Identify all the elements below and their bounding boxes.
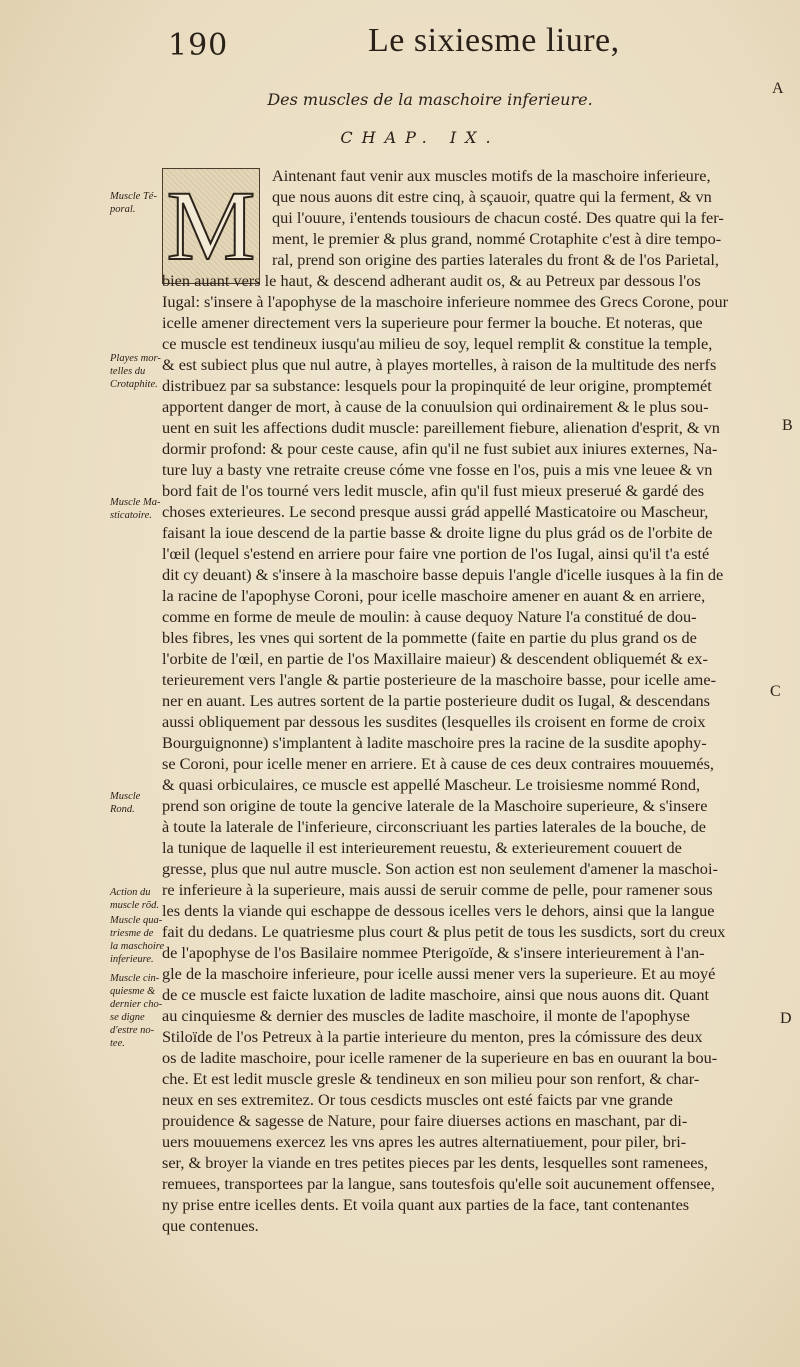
body-line: uent en suit les affections dudit muscle: pareillement fiebure, alienation d'esprit, & vn bbox=[162, 418, 720, 437]
body-line: à toute la laterale de l'inferieure, circonscriuant les parties laterales de la bouche, de bbox=[162, 817, 707, 836]
body-line: la tunique de laquelle il est interieurement reuestu, & exterieurement couuert de bbox=[162, 838, 682, 857]
body-line: terieurement vers l'angle & partie posterieure de la maschoire basse, pour icelle ame- bbox=[162, 670, 716, 689]
margin-note-masticatoire: Muscle Ma- sticatoire. bbox=[110, 497, 161, 521]
body-line: bles fibres, les vnes qui sortent de la pommette (faite en partie du plus grand os de bbox=[162, 628, 697, 647]
body-line: au cinquiesme & dernier des muscles de ladite maschoire, il monte de l'apophyse bbox=[162, 1006, 690, 1025]
margin-note-playes-mortelles: Playes mor- telles du Crotaphite. bbox=[110, 353, 161, 390]
body-line: que nous auons dit estre cinq, à sçauoir, quatre qui la ferment, & vn bbox=[272, 187, 712, 206]
margin-note-action-rond: Action du muscle rõd. bbox=[110, 887, 159, 911]
body-line: ser, & broyer la viande en tres petites pieces par les dents, lesquelles sont ramenees, bbox=[162, 1153, 708, 1172]
body-line: ner en auant. Les autres sortent de la partie posterieure dudit os Iugal, & descendans bbox=[162, 691, 710, 710]
body-line: Aintenant faut venir aux muscles motifs de la maschoire inferieure, bbox=[272, 166, 711, 185]
signature-mark-b: B bbox=[782, 417, 793, 434]
margin-note-quatriesme: Muscle qua- triesme de la maschoire inferieure. bbox=[110, 915, 165, 965]
body-line: gle de la maschoire inferieure, pour icelle aussi mener vers la superieure. Et au moyé bbox=[162, 964, 716, 983]
signature-mark-d: D bbox=[780, 1010, 792, 1027]
body-line: dormir profond: & pour ceste cause, afin qu'il ne fust subiet aux iniures externes, Na- bbox=[162, 439, 718, 458]
margin-note-cinquiesme: Muscle cin- quiesme & dernier cho- se digne d'estre no- tee. bbox=[110, 973, 163, 1049]
body-line: ment, le premier & plus grand, nommé Crotaphite c'est à dire tempo- bbox=[272, 229, 722, 248]
initial-letter: M bbox=[166, 170, 256, 281]
body-line: gresse, plus que nul autre muscle. Son action est non seulement d'amener la maschoi- bbox=[162, 859, 718, 878]
body-line: prend son origine de toute la gencive laterale de la Maschoire superieure, & s'insere bbox=[162, 796, 708, 815]
decorated-initial bbox=[162, 168, 260, 284]
body-line: faisant la ioue descend de la partie basse & droite ligne du plus grád os de l'orbite de bbox=[162, 523, 713, 542]
body-line: dit cy deuant) & s'insere à la maschoire basse depuis l'angle d'icelle iusques à la fin de bbox=[162, 565, 724, 584]
body-line: aussi obliquement par dessous les susdites (lesquelles ils croisent en forme de croix bbox=[162, 712, 706, 731]
body-line: ral, prend son origine des parties laterales du front & de l'os Parietal, bbox=[272, 250, 719, 269]
body-line: & est subiect plus que nul autre, à playes mortelles, à raison de la multitude des nerfs bbox=[162, 355, 717, 374]
section-title: Des muscles de la maschoire inferieure. bbox=[267, 90, 593, 109]
body-line: qui l'ouure, i'entends tousiours de chacun costé. Des quatre qui la fer- bbox=[272, 208, 724, 227]
running-head: Le sixiesme liure, bbox=[368, 22, 620, 59]
body-line: ny prise entre icelles dents. Et voila quant aux parties de la face, tant contenantes bbox=[162, 1195, 690, 1214]
body-line: de ce muscle est faicte luxation de ladite maschoire, ainsi que nous auons dit. Quant bbox=[162, 985, 710, 1004]
body-line: fait du dedans. Le quatriesme plus court & plus petit de tous les susdicts, sort du creux bbox=[162, 922, 726, 941]
body-line: neux en ses extremitez. Or tous cesdicts muscles ont esté faicts par vne grande bbox=[162, 1090, 673, 1109]
chapter-heading: CHAP. IX. bbox=[340, 128, 500, 147]
page-number: 190 bbox=[168, 28, 229, 63]
body-line: icelle amener directement vers la superieure pour fermer la bouche. Et noteras, que bbox=[162, 313, 703, 332]
body-line: uers mouuemens exercez les vns apres les autres alternatiuement, pour piler, bri- bbox=[162, 1132, 687, 1151]
body-line: che. Et est ledit muscle gresle & tendineux en son milieu pour son renfort, & char- bbox=[162, 1069, 700, 1088]
body-line: que contenues. bbox=[162, 1216, 259, 1235]
body-line: Stiloïde de l'os Petreux à la partie interieure du menton, pres la cómissure des deux bbox=[162, 1027, 703, 1046]
margin-note-temporal: Muscle Té- poral. bbox=[110, 191, 157, 215]
body-line: & quasi orbiculaires, ce muscle est appellé Mascheur. Le troisiesme nommé Rond, bbox=[162, 775, 701, 794]
body-line: ce muscle est tendineux iusqu'au milieu de soy, lequel remplit & constitue la temple, bbox=[162, 334, 713, 353]
body-line: prouidence & sagesse de Nature, pour faire diuerses actions en maschant, par di- bbox=[162, 1111, 688, 1130]
body-line: les dents la viande qui eschappe de dessous icelles vers le dehors, ainsi que la langue bbox=[162, 901, 715, 920]
body-line: comme en forme de meule de moulin: à cause dequoy Nature l'a constitué de dou- bbox=[162, 607, 697, 626]
body-line: la racine de l'apophyse Coroni, pour icelle maschoire amener en auant & en arriere, bbox=[162, 586, 706, 605]
body-line: l'œil (lequel s'estend en arriere pour faire vne portion de l'os Iugal, ainsi qu'il t'a esté bbox=[162, 544, 710, 563]
margin-note-rond: Muscle Rond. bbox=[110, 791, 141, 815]
body-line: l'orbite de l'œil, en partie de l'os Maxillaire maieur) & descendent obliquemét & ex- bbox=[162, 649, 708, 668]
body-line: apportent danger de mort, à cause de la conuulsion qui ordinairement & le plus sou- bbox=[162, 397, 709, 416]
body-line: remuees, transportees par la langue, sans toutesfois qu'elle soit aucunement offensee, bbox=[162, 1174, 715, 1193]
body-line: Iugal: s'insere à l'apophyse de la maschoire inferieure nommee des Grecs Corone, pour bbox=[162, 292, 729, 311]
body-line: re inferieure à la superieure, mais aussi de seruir comme de pelle, pour ramener sous bbox=[162, 880, 713, 899]
body-line: distribuez par sa substance: lesquels pour la propinquité de leur origine, promptemét bbox=[162, 376, 712, 395]
body-line: os de ladite maschoire, pour icelle ramener de la superieure en bas en ouurant la bou- bbox=[162, 1048, 718, 1067]
signature-mark-c: C bbox=[770, 683, 781, 700]
body-line: de l'apophyse de l'os Basilaire nommee Pterigoïde, & s'insere interieurement à l'an- bbox=[162, 943, 705, 962]
signature-mark-a: A bbox=[772, 80, 784, 97]
body-line: ture luy a basty vne retraite creuse cóme vne fosse en l'os, puis a mis vne leuee & vn bbox=[162, 460, 713, 479]
body-line: se Coroni, pour icelle mener en arriere. Et à cause de ces deux contraires mouuemés, bbox=[162, 754, 714, 773]
body-line: bord fait de l'os tourné vers ledit muscle, afin qu'il fust mieux preserué & gardé des bbox=[162, 481, 705, 500]
body-line: bien auant vers le haut, & descend adherant audit os, & au Petreux par dessous l'os bbox=[162, 271, 701, 290]
body-line: Bourguignonne) s'implantent à ladite maschoire pres la racine de la susdite apophy- bbox=[162, 733, 707, 752]
body-line: choses exterieures. Le second presque aussi grád appellé Masticatoire ou Mascheur, bbox=[162, 502, 709, 521]
